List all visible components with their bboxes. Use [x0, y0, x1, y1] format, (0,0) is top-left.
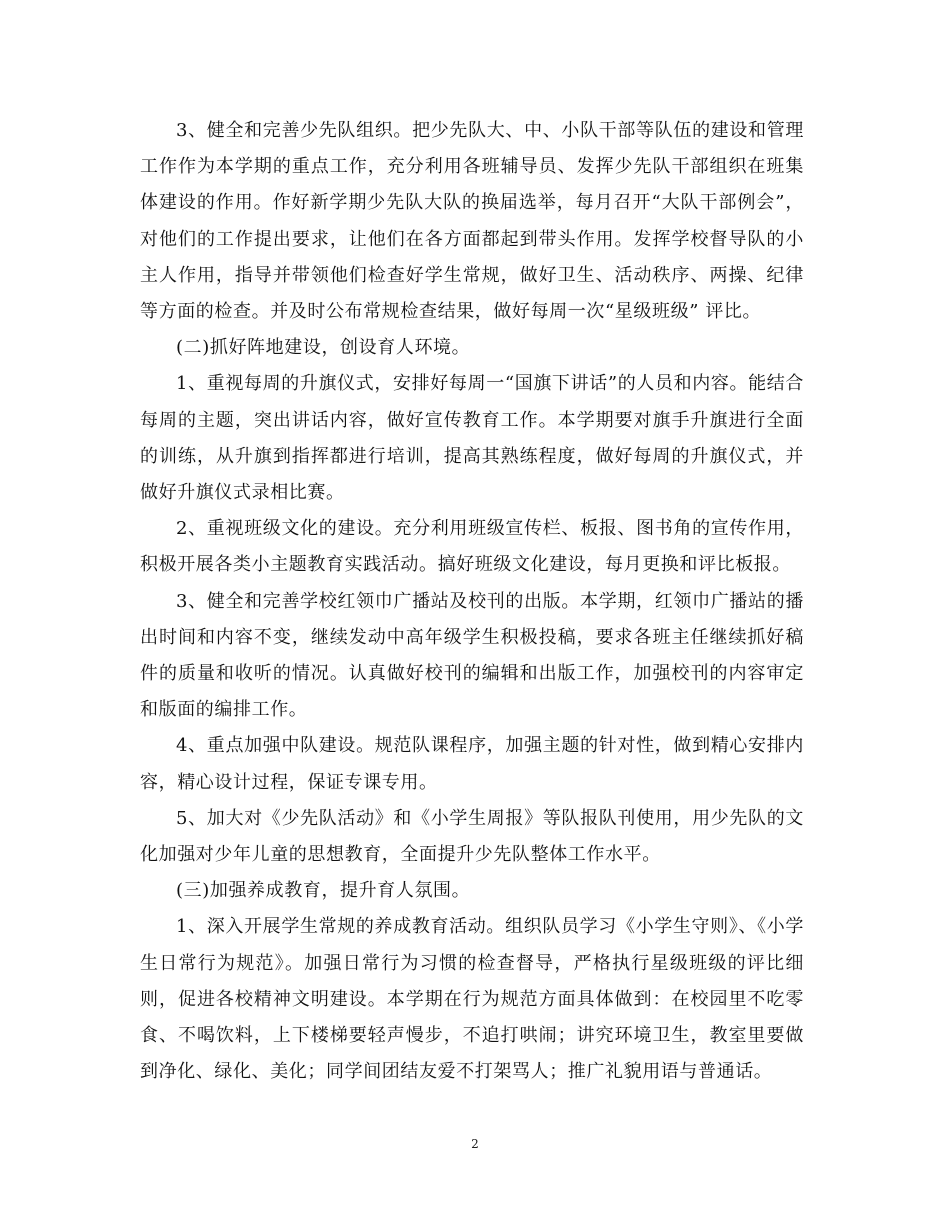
section-heading-2: (二)抓好阵地建设，创设育人环境。: [176, 337, 471, 359]
paragraph-9: 1、深入开展学生常规的养成教育活动。组织队员学习《小学生守则》、《小学生日常行为规范》。加强日常行为习惯的检查督导，严格执行星级班级的评比细则，促进各校精神文明建设。本学期在行为规范方面具体做到：在校园里不吃零食、不喝饮料，上下楼梯要轻声慢步，不追打哄闹；讲究环境卫生，教室里要做到净化、绿化、美化；同学间团结友爱不打架骂人；推广礼貌用语与普通话。: [140, 916, 804, 1083]
paragraph-6: 4、重点加强中队建设。规范队课程序，加强主题的针对性，做到精心安排内容，精心设计过程，保证专课专用。: [140, 735, 804, 793]
page-number: 2: [471, 1137, 479, 1151]
section-heading-8: (三)加强养成教育，提升育人氛围。: [176, 880, 471, 902]
paragraph-3: 1、重视每周的升旗仪式，安排好每周一“国旗下讲话”的人员和内容。能结合每周的主题，突出讲话内容，做好宣传教育工作。本学期要对旗手升旗进行全面的训练，从升旗到指挥都进行培训，提高其熟练程度，做好每周的升旗仪式，并做好升旗仪式录相比赛。: [140, 373, 804, 504]
document-body: [140, 113, 804, 1090]
paragraph-1: 3、健全和完善少先队组织。把少先队大、中、小队干部等队伍的建设和管理工作作为本学期的重点工作，充分利用各班辅导员、发挥少先队干部组织在班集体建设的作用。作好新学期少先队大队的换届选举，每月召开“大队干部例会”，对他们的工作提出要求，让他们在各方面都起到带头作用。发挥学校督导队的小主人作用，指导并带领他们检查好学生常规，做好卫生、活动秩序、两操、纪律等方面的检查。并及时公布常规检查结果，做好每周一次“星级班级” 评比。: [140, 120, 804, 323]
paragraph-5: 3、健全和完善学校红领巾广播站及校刊的出版。本学期，红领巾广播站的播出时间和内容不变，继续发动中高年级学生积极投稿，要求各班主任继续抓好稿件的质量和收听的情况。认真做好校刊的编辑和出版工作，加强校刊的内容审定和版面的编排工作。: [140, 590, 804, 721]
paragraph-4: 2、重视班级文化的建设。充分利用班级宣传栏、板报、图书角的宣传作用，积极开展各类小主题教育实践活动。搞好班级文化建设，每月更换和评比板报。: [140, 518, 804, 576]
paragraph-7: 5、加大对《少先队活动》和《小学生周报》等队报队刊使用，用少先队的文化加强对少年儿童的思想教育，全面提升少先队整体工作水平。: [140, 807, 804, 866]
